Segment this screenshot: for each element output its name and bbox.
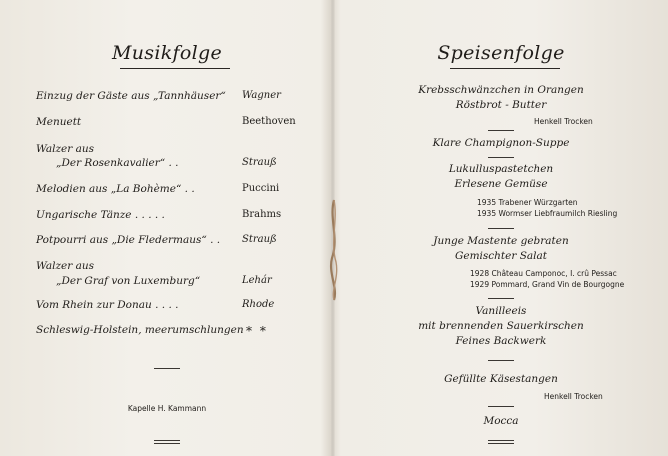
course-line: Erlesene Gemüse xyxy=(454,178,548,190)
course-line: Krebsschwänzchen in Orangen xyxy=(418,84,584,96)
piece-title: „Der Graf von Luxemburg“ xyxy=(56,275,201,287)
course-line: mit brennenden Sauerkirschen xyxy=(418,320,584,332)
double-separator xyxy=(488,440,514,444)
title-underline xyxy=(120,68,230,69)
composer: Wagner xyxy=(242,90,281,101)
piece-title: Vom Rhein zur Donau . . . . xyxy=(36,299,179,311)
music-title: Musikfolge xyxy=(112,42,222,64)
title-underline xyxy=(450,68,560,69)
composer: Rhode xyxy=(242,299,275,310)
composer: Strauß xyxy=(242,157,277,168)
band-credit: Kapelle H. Kammann xyxy=(127,404,207,413)
wine-pairing: 1929 Pommard, Grand Vin de Bourgogne xyxy=(470,280,625,289)
course-line: Lukulluspastetchen xyxy=(448,163,554,175)
separator xyxy=(488,130,514,131)
course-line: Feines Backwerk xyxy=(455,335,547,347)
composer: Beethoven xyxy=(242,116,296,127)
course-line: Gefüllte Käsestangen xyxy=(444,373,558,385)
piece-title: Menuett xyxy=(36,116,82,128)
piece-title: Walzer aus xyxy=(36,143,95,155)
piece-title: Potpourri aus „Die Fledermaus“ . . xyxy=(36,234,221,246)
separator xyxy=(488,360,514,361)
separator xyxy=(154,368,180,369)
course-line: Röstbrot - Butter xyxy=(455,99,547,111)
piece-title: Einzug der Gäste aus „Tannhäuser“ xyxy=(36,90,226,102)
piece-title: Melodien aus „La Bohème“ . . xyxy=(36,183,195,195)
wine-pairing: Henkell Trocken xyxy=(534,117,593,126)
separator xyxy=(488,228,514,229)
separator xyxy=(488,298,514,299)
piece-title: Ungarische Tänze . . . . . xyxy=(36,209,165,221)
composer-stars: * * xyxy=(246,324,268,338)
course-line: Mocca xyxy=(483,415,519,427)
wine-pairing: Henkell Trocken xyxy=(544,392,603,401)
composer: Strauß xyxy=(242,234,277,245)
separator xyxy=(488,406,514,407)
separator xyxy=(488,157,514,158)
course-line: Vanilleeis xyxy=(475,305,527,317)
course-line: Gemischter Salat xyxy=(454,250,548,262)
piece-title: Walzer aus xyxy=(36,260,95,272)
composer: Puccini xyxy=(242,183,280,194)
wine-pairing: 1928 Château Camponoc, I. crû Pessac xyxy=(470,269,617,278)
double-separator xyxy=(154,440,180,444)
composer: Brahms xyxy=(242,209,282,220)
course-line: Klare Champignon-Suppe xyxy=(432,137,570,149)
wine-pairing: 1935 Wormser Liebfraumilch Riesling xyxy=(477,209,618,218)
course-line: Junge Mastente gebraten xyxy=(433,235,569,247)
piece-title: Schleswig-Holstein, meerumschlungen xyxy=(36,324,244,336)
menu-panel xyxy=(334,0,668,456)
menu-title: Speisenfolge xyxy=(437,42,565,64)
composer: Lehár xyxy=(242,275,272,286)
wine-pairing: 1935 Trabener Würzgarten xyxy=(477,198,578,207)
piece-title: „Der Rosenkavalier“ . . xyxy=(56,157,179,169)
